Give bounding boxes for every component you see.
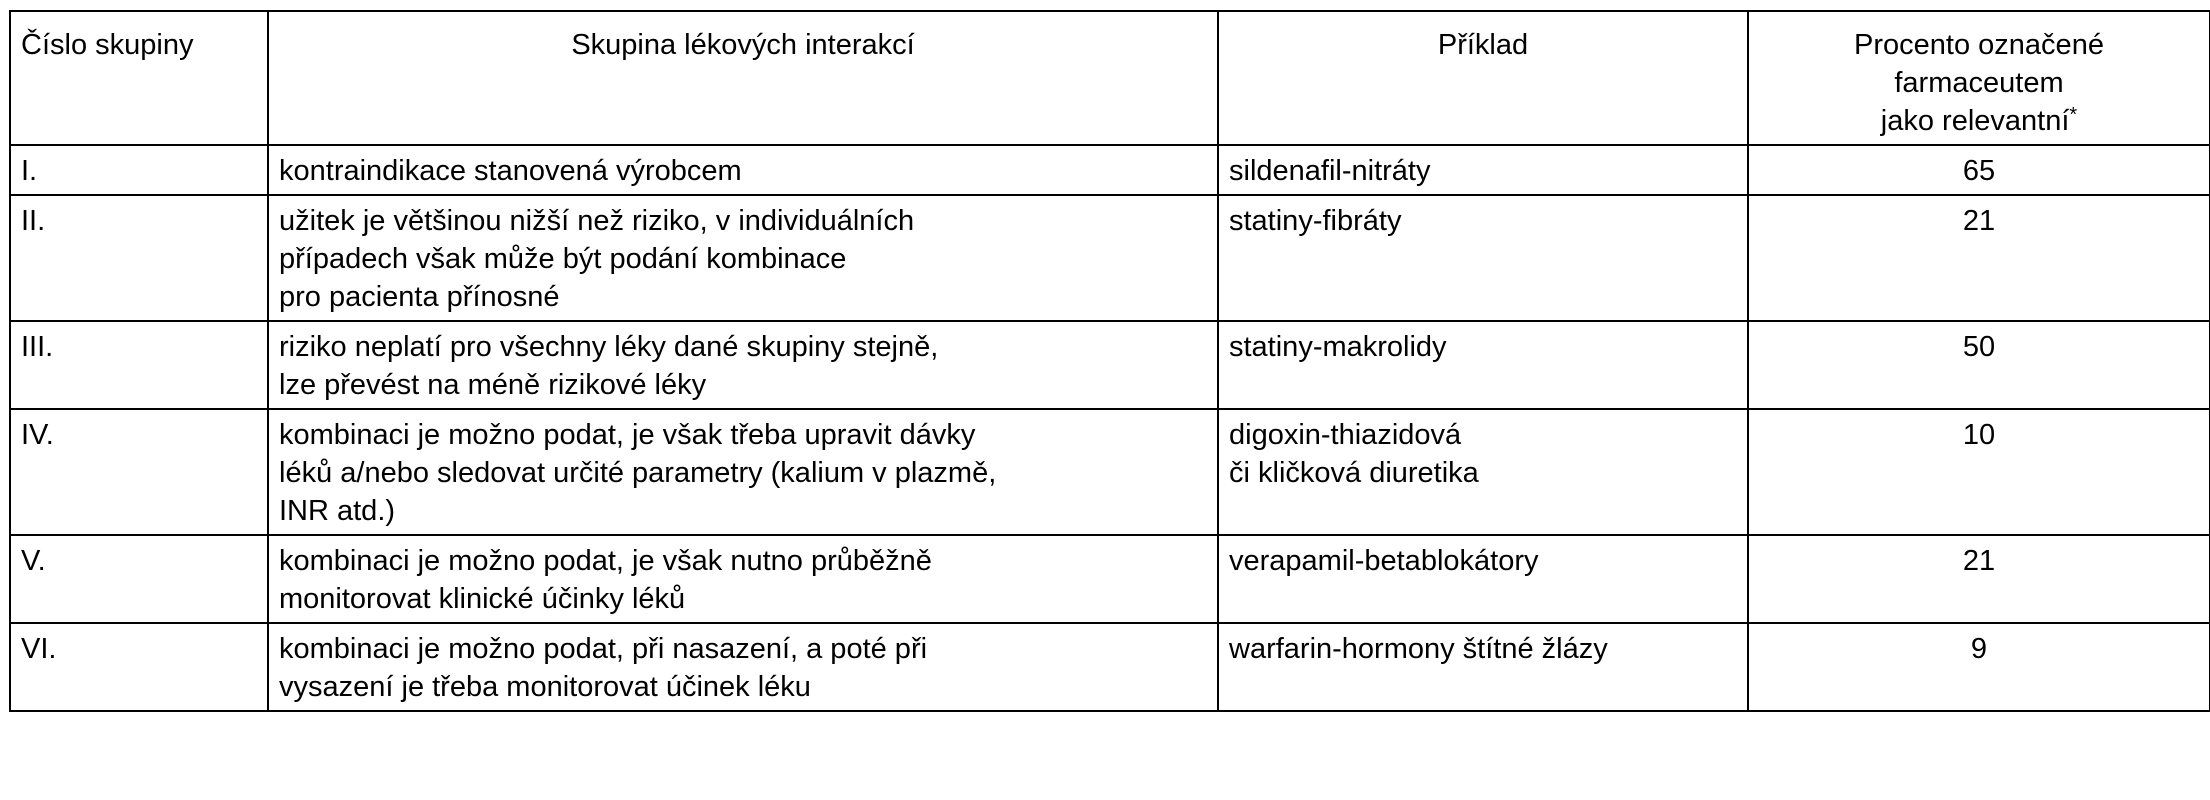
- table-row: [10, 623, 2210, 711]
- header-group-number: Číslo skupiny: [10, 11, 268, 145]
- cell-interaction-group: kombinaci je možno podat, při nasazení, a poté při vysazení je třeba monitorovat účinek léku: [268, 623, 1218, 711]
- cell-group-number: III.: [10, 321, 268, 409]
- cell-group-number: VI.: [10, 623, 268, 711]
- cell-interaction-group: kombinaci je možno podat, je však nutno průběžně monitorovat klinické účinky léků: [268, 535, 1218, 623]
- cell-group-number: IV.: [10, 409, 268, 535]
- cell-percent: 9: [1748, 623, 2210, 711]
- cell-percent: 10: [1748, 409, 2210, 535]
- cell-example: warfarin-hormony štítné žlázy: [1218, 623, 1748, 711]
- cell-percent: 65: [1748, 145, 2210, 195]
- cell-example: digoxin-thiazidová či kličková diuretika: [1218, 409, 1748, 535]
- table-row: [10, 195, 2210, 321]
- cell-example: statiny-makrolidy: [1218, 321, 1748, 409]
- table-header-row: [10, 11, 2210, 145]
- header-interaction-group: Skupina lékových interakcí: [268, 11, 1218, 145]
- cell-percent: 21: [1748, 195, 2210, 321]
- table-row: [10, 321, 2210, 409]
- cell-group-number: I.: [10, 145, 268, 195]
- header-percent-text: Procento označené farmaceutem jako relevantní: [1854, 29, 2104, 137]
- cell-example: verapamil-betablokátory: [1218, 535, 1748, 623]
- cell-example: sildenafil-nitráty: [1218, 145, 1748, 195]
- table-row: [10, 145, 2210, 195]
- interaction-groups-table: [9, 10, 2210, 712]
- table-row: [10, 535, 2210, 623]
- cell-interaction-group: kontraindikace stanovená výrobcem: [268, 145, 1218, 195]
- cell-interaction-group: užitek je většinou nižší než riziko, v individuálních případech však může být podání kombinace pro pacienta přínosné: [268, 195, 1218, 321]
- cell-percent: 21: [1748, 535, 2210, 623]
- table-row: [10, 409, 2210, 535]
- cell-interaction-group: riziko neplatí pro všechny léky dané skupiny stejně, lze převést na méně rizikové léky: [268, 321, 1218, 409]
- cell-percent: 50: [1748, 321, 2210, 409]
- header-example: Příklad: [1218, 11, 1748, 145]
- cell-example: statiny-fibráty: [1218, 195, 1748, 321]
- cell-group-number: V.: [10, 535, 268, 623]
- cell-group-number: II.: [10, 195, 268, 321]
- footnote-asterisk: *: [2069, 104, 2078, 126]
- header-percent-relevant: [1748, 11, 2210, 145]
- cell-interaction-group: kombinaci je možno podat, je však třeba upravit dávky léků a/nebo sledovat určité parametry (kalium v plazmě, INR atd.): [268, 409, 1218, 535]
